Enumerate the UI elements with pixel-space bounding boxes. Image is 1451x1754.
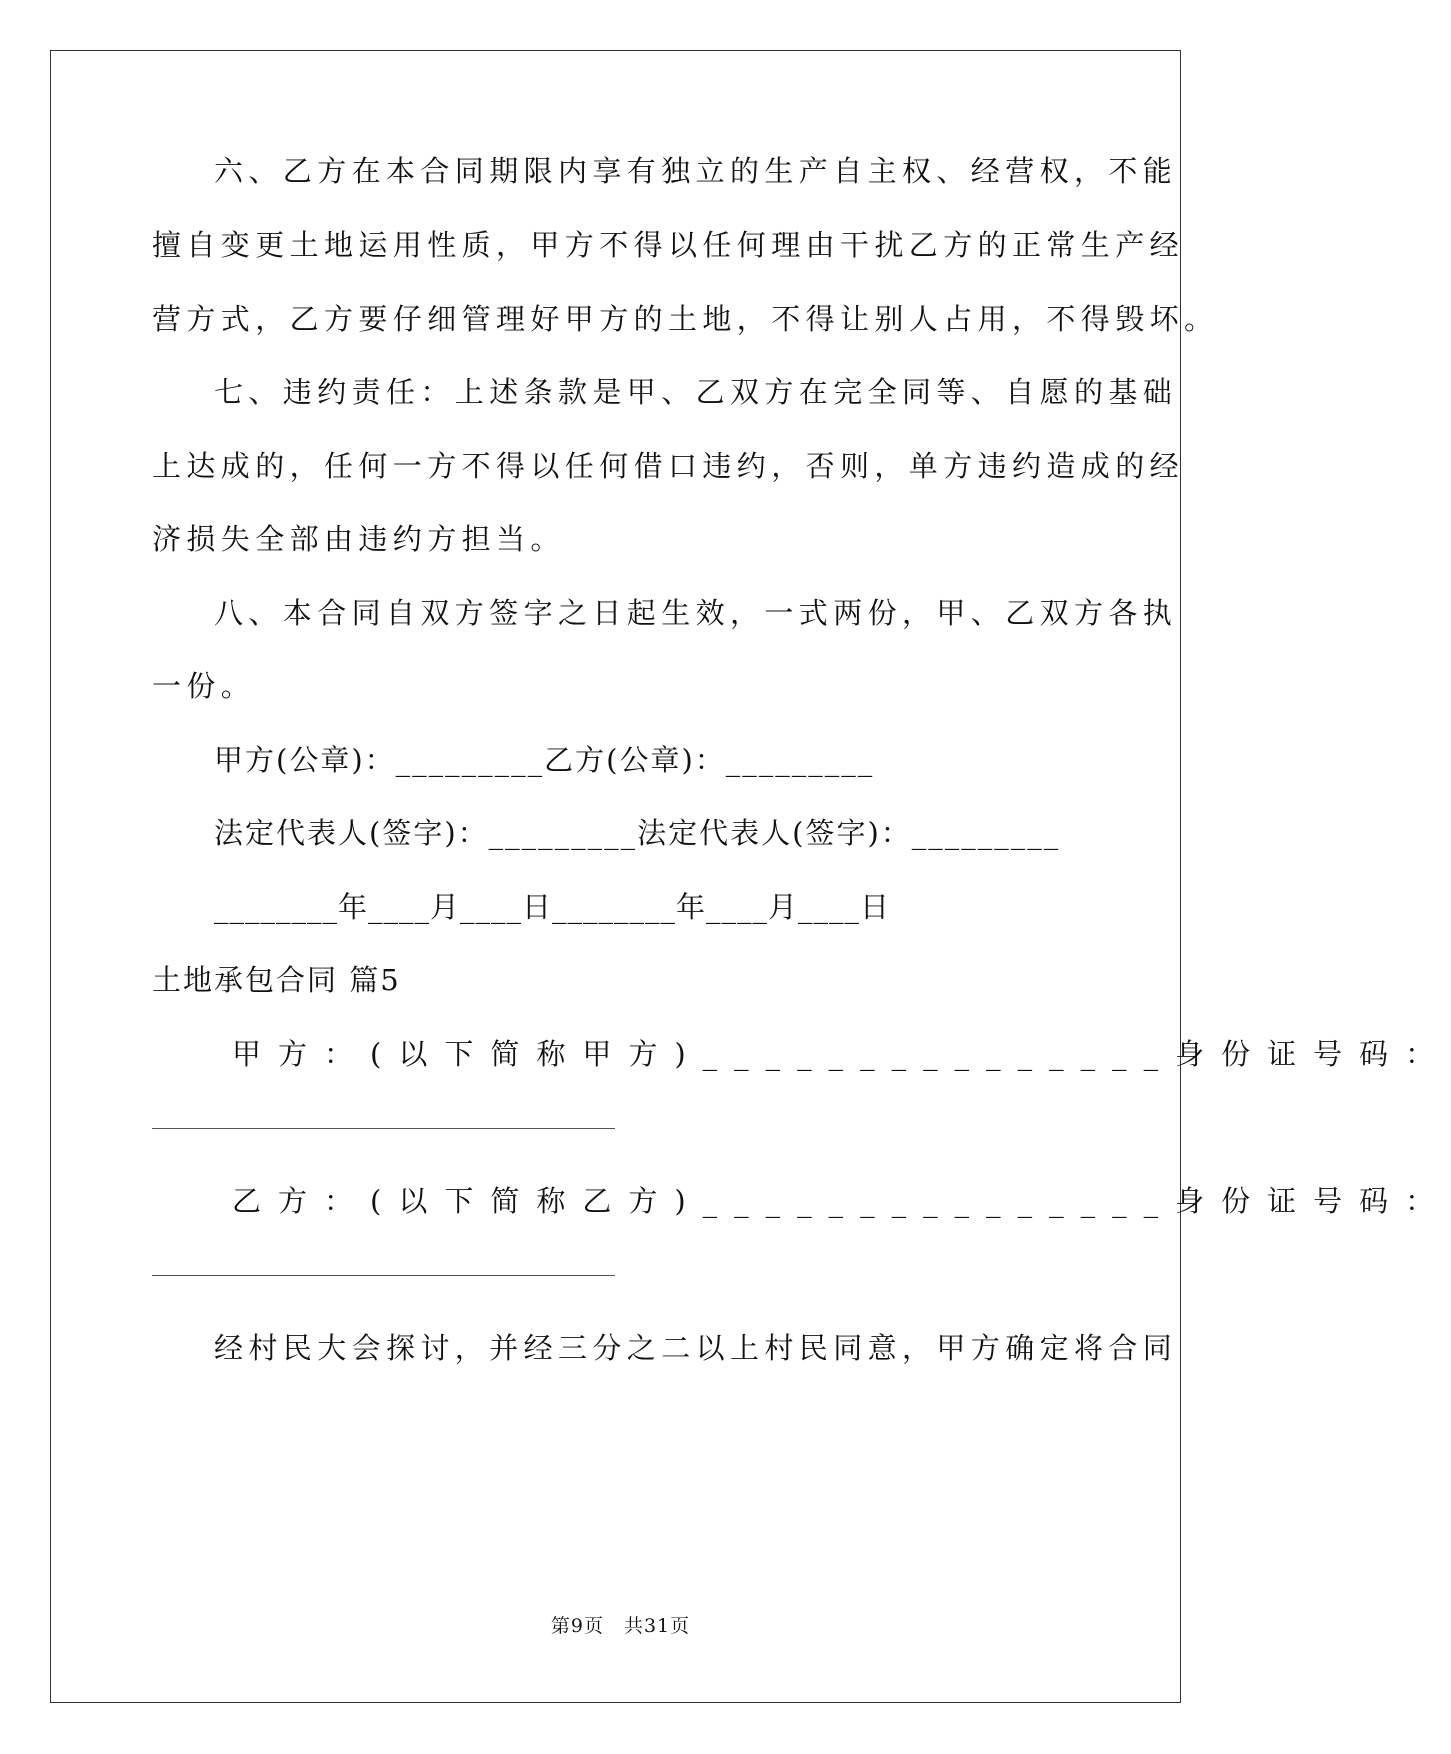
clause-7-line-3: 济损失全部由违约方担当。: [152, 522, 565, 556]
party-a-line: 甲方：(以下简称甲方)_______________身份证号码：: [232, 1037, 1451, 1071]
signing-date-line: ________年____月____日________年____月____日: [214, 890, 891, 924]
section-title: 土地承包合同 篇5: [152, 963, 401, 997]
seal-signature-line: 甲方(公章)：_________乙方(公章)：_________: [214, 743, 875, 777]
party-b-line: 乙方：(以下简称乙方)_______________身份证号码：: [232, 1184, 1451, 1218]
clause-7-line-2: 上达成的，任何一方不得以任何借口违约，否则，单方违约造成的经: [152, 449, 1185, 483]
clause-8-line-2: 一份。: [152, 669, 256, 703]
clause-8-line-1: 八、本合同自双方签字之日起生效，一式两份，甲、乙双方各执: [214, 596, 1178, 630]
party-a-id-blank: [152, 1128, 615, 1129]
contract-intro-line: 经村民大会探讨，并经三分之二以上村民同意，甲方确定将合同: [214, 1331, 1178, 1365]
clause-6-line-2: 擅自变更土地运用性质，甲方不得以任何理由干扰乙方的正常生产经: [152, 228, 1185, 262]
party-b-id-blank: [152, 1275, 615, 1276]
clause-6-line-1: 六、乙方在本合同期限内享有独立的生产自主权、经营权，不能: [214, 154, 1178, 188]
page-border: [50, 50, 1181, 1703]
representative-signature-line: 法定代表人(签字)：_________法定代表人(签字)：_________: [214, 816, 1061, 850]
clause-7-line-1: 七、违约责任：上述条款是甲、乙双方在完全同等、自愿的基础: [214, 375, 1178, 409]
clause-6-line-3: 营方式，乙方要仔细管理好甲方的土地，不得让别人占用，不得毁坏。: [152, 302, 1219, 336]
page-number: 第9页 共31页: [550, 1615, 691, 1637]
